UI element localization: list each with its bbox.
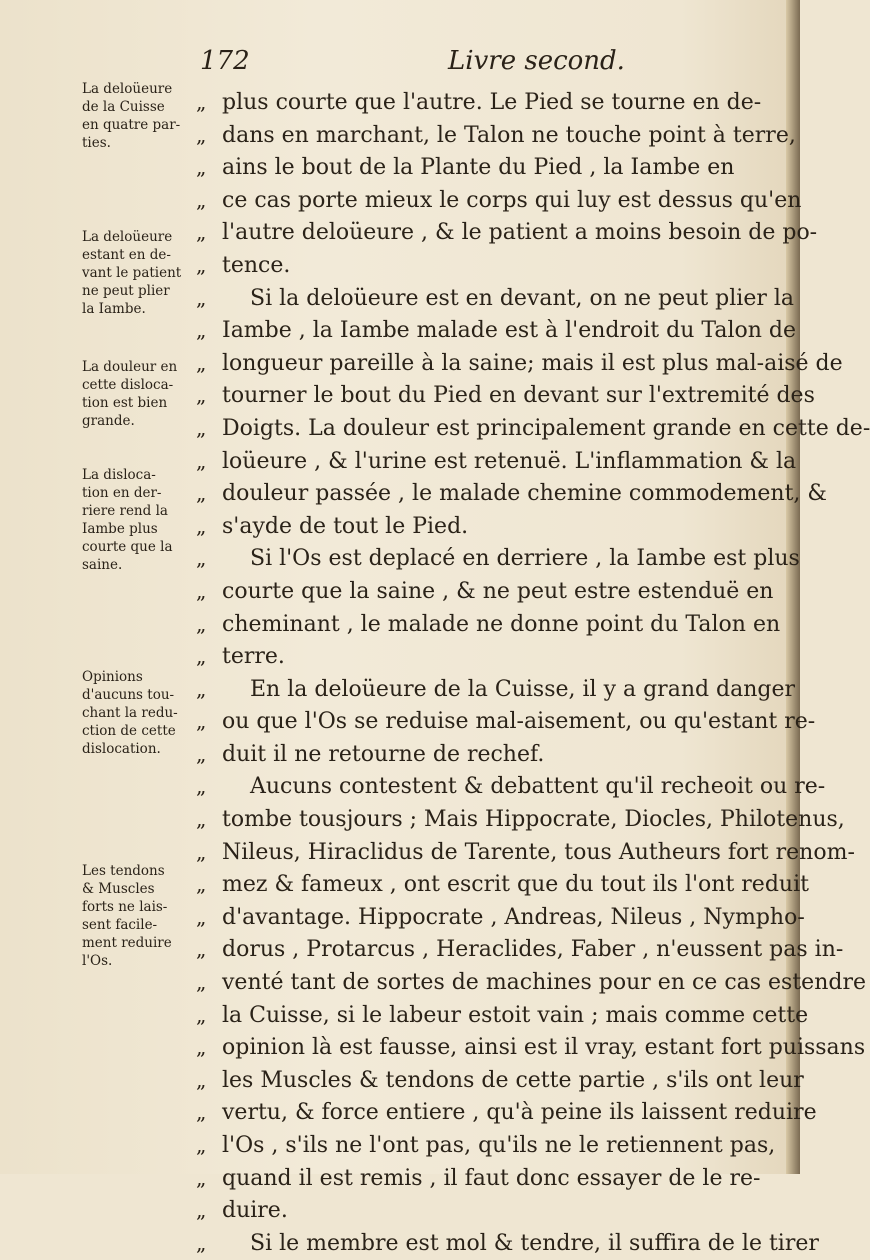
margin-note-line: estant en de- bbox=[82, 247, 171, 263]
line-text: Iambe , la Iambe malade est à l'endroit du Talon de bbox=[222, 318, 796, 344]
margin-note-line: de la Cuisse bbox=[82, 99, 165, 115]
line-text: opinion là est fausse, ainsi est il vray, estant fort puissans bbox=[222, 1035, 866, 1061]
margin-note-line: ties. bbox=[82, 135, 111, 151]
quotation-mark: „ bbox=[196, 252, 207, 277]
margin-note-line: La deloüeure bbox=[82, 81, 173, 97]
line-text: douleur passée , le malade chemine commodement, & bbox=[222, 481, 827, 507]
margin-note-line: saine. bbox=[82, 557, 123, 573]
text-line bbox=[196, 1031, 866, 1064]
margin-note-line: grande. bbox=[82, 413, 135, 429]
line-text: la Cuisse, si le labeur estoit vain ; mais comme cette bbox=[222, 1002, 809, 1028]
text-line bbox=[196, 151, 776, 184]
quotation-mark: „ bbox=[196, 1198, 207, 1223]
text-line bbox=[196, 510, 776, 543]
margin-note-opinions bbox=[82, 668, 186, 758]
line-text: longueur pareille à la saine; mais il est plus mal-aisé de bbox=[222, 350, 843, 376]
margin-note-line: Opinions bbox=[82, 669, 143, 685]
margin-note-line: forts ne lais- bbox=[82, 899, 168, 915]
margin-note-line: tion en der- bbox=[82, 485, 162, 501]
quotation-mark: „ bbox=[196, 383, 207, 408]
margin-note-line: en quatre par- bbox=[82, 117, 181, 133]
margin-note-line: & Muscles bbox=[82, 881, 155, 897]
line-text: ains le bout de la Plante du Pied , la Iambe en bbox=[222, 155, 735, 181]
text-line bbox=[196, 86, 776, 119]
margin-note-line: Les tendons bbox=[82, 863, 165, 879]
margin-notes bbox=[0, 0, 180, 1174]
line-text: terre. bbox=[222, 644, 285, 670]
margin-note-line: la Iambe. bbox=[82, 301, 146, 317]
margin-note-line: sent facile- bbox=[82, 917, 158, 933]
quotation-mark: „ bbox=[196, 741, 207, 766]
line-text: l'Os , s'ils ne l'ont pas, qu'ils ne le retiennent pas, bbox=[222, 1133, 776, 1158]
quotation-mark: „ bbox=[196, 318, 207, 343]
text-line bbox=[196, 673, 796, 706]
line-text: Si le membre est mol & tendre, il suffira de le tirer bbox=[250, 1230, 819, 1256]
line-text: Si l'Os est deplacé en derriere , la Iambe est plus bbox=[250, 546, 800, 572]
text-line bbox=[196, 1194, 776, 1227]
text-line bbox=[196, 282, 795, 315]
margin-note-line: ction de cette bbox=[82, 723, 176, 739]
text-line bbox=[196, 966, 866, 999]
text-line bbox=[196, 901, 805, 934]
line-text: venté tant de sortes de machines pour en ce cas estendre bbox=[222, 970, 866, 996]
quotation-mark: „ bbox=[196, 709, 207, 734]
text-line bbox=[196, 184, 802, 217]
margin-note-line: ment reduire bbox=[82, 935, 172, 951]
text-line bbox=[196, 347, 843, 380]
text-line bbox=[196, 1129, 776, 1162]
text-line bbox=[196, 1064, 804, 1097]
quotation-mark: „ bbox=[196, 644, 207, 669]
text-line bbox=[196, 477, 827, 510]
margin-note-line: tion est bien bbox=[82, 395, 168, 411]
text-line bbox=[196, 705, 816, 738]
line-text: l'autre deloüeure , & le patient a moins besoin de po- bbox=[222, 220, 818, 246]
margin-note-backward-dislocation bbox=[82, 466, 186, 574]
text-line bbox=[196, 314, 796, 347]
text-line bbox=[196, 933, 844, 966]
line-text: En la deloüeure de la Cuisse, il y a grand danger bbox=[250, 676, 796, 702]
quotation-mark: „ bbox=[196, 611, 207, 636]
quotation-mark: „ bbox=[196, 546, 207, 571]
quotation-mark: „ bbox=[196, 1035, 207, 1060]
quotation-mark: „ bbox=[196, 1230, 207, 1255]
line-text: ce cas porte mieux le corps qui luy est dessus qu'en bbox=[222, 187, 802, 213]
line-text: tombe tousjours ; Mais Hippocrate, Diocles, Philotenus, bbox=[222, 807, 845, 833]
quotation-mark: „ bbox=[196, 187, 207, 212]
line-text: vertu, & force entiere , qu'à peine ils laissent reduire bbox=[222, 1100, 817, 1126]
margin-note-line: riere rend la bbox=[82, 503, 168, 519]
quotation-mark: „ bbox=[196, 1133, 207, 1157]
margin-note-pain bbox=[82, 358, 186, 430]
margin-note-line: La douleur en bbox=[82, 359, 178, 375]
margin-note-line: Iambe plus bbox=[82, 521, 158, 537]
text-line bbox=[196, 770, 826, 803]
margin-note-line: l'Os. bbox=[82, 953, 113, 969]
line-text: s'ayde de tout le Pied. bbox=[222, 513, 469, 539]
quotation-mark: „ bbox=[196, 1100, 207, 1125]
margin-note-forward-dislocation bbox=[82, 228, 186, 318]
margin-note-line: La disloca- bbox=[82, 467, 156, 483]
text-line bbox=[196, 1227, 819, 1260]
line-text: loüeure , & l'urine est retenuë. L'inflammation & la bbox=[222, 448, 797, 474]
quotation-mark: „ bbox=[196, 970, 207, 995]
margin-note-tendons bbox=[82, 862, 186, 970]
quotation-mark: „ bbox=[196, 937, 207, 962]
margin-note-division bbox=[82, 80, 186, 152]
quotation-mark: „ bbox=[196, 807, 207, 832]
margin-note-line: cette disloca- bbox=[82, 377, 174, 393]
page-header bbox=[200, 46, 780, 82]
line-text: quand il est remis , il faut donc essayer de le re- bbox=[222, 1165, 761, 1191]
margin-note-line: dislocation. bbox=[82, 741, 161, 757]
margin-note-line: d'aucuns tou- bbox=[82, 687, 175, 703]
quotation-mark: „ bbox=[196, 350, 207, 375]
text-line bbox=[196, 640, 776, 673]
text-line bbox=[196, 445, 797, 478]
line-text: duit il ne retourne de rechef. bbox=[222, 741, 545, 767]
line-text: dorus , Protarcus , Heraclides, Faber , n'eussent pas in- bbox=[222, 937, 844, 963]
quotation-mark: „ bbox=[196, 513, 207, 538]
line-text: Si la deloüeure est en devant, on ne peut plier la bbox=[250, 285, 795, 311]
text-line bbox=[196, 575, 776, 608]
text-line bbox=[196, 542, 800, 575]
text-line bbox=[196, 216, 818, 249]
line-text: tourner le bout du Pied en devant sur l'extremité des bbox=[222, 383, 815, 409]
margin-note-line: La deloüeure bbox=[82, 229, 173, 245]
page-number: 172 bbox=[200, 46, 250, 76]
line-text: duire. bbox=[222, 1198, 288, 1224]
quotation-mark: „ bbox=[196, 839, 207, 864]
line-text: cheminant , le malade ne donne point du Talon en bbox=[222, 611, 781, 637]
quotation-mark: „ bbox=[196, 448, 207, 473]
text-line bbox=[196, 738, 776, 771]
line-text: les Muscles & tendons de cette partie , s'ils ont leur bbox=[222, 1067, 804, 1093]
quotation-mark: „ bbox=[196, 220, 207, 245]
quotation-mark: „ bbox=[196, 578, 207, 603]
line-text: ou que l'Os se reduise mal-aisement, ou qu'estant re- bbox=[222, 709, 816, 735]
quotation-mark: „ bbox=[196, 904, 207, 929]
text-line bbox=[196, 119, 796, 152]
line-text: dans en marchant, le Talon ne touche point à terre, bbox=[222, 122, 796, 148]
line-text: plus courte que l'autre. Le Pied se tourne en de- bbox=[222, 90, 762, 115]
quotation-mark: „ bbox=[196, 1165, 207, 1190]
line-text: Aucuns contestent & debattent qu'il recheoit ou re- bbox=[250, 774, 826, 800]
quotation-mark: „ bbox=[196, 90, 207, 114]
text-line bbox=[196, 608, 781, 641]
quotation-mark: „ bbox=[196, 481, 207, 506]
running-title: Livre second. bbox=[448, 46, 625, 76]
line-text: Doigts. La douleur est principalement grande en cette de- bbox=[222, 415, 870, 441]
margin-note-line: vant le patient bbox=[82, 265, 182, 281]
text-line bbox=[196, 412, 870, 445]
quotation-mark: „ bbox=[196, 155, 207, 180]
quotation-mark: „ bbox=[196, 415, 207, 440]
line-text: courte que la saine , & ne peut estre estenduë en bbox=[222, 578, 774, 604]
text-line bbox=[196, 868, 809, 901]
line-text: tence. bbox=[222, 252, 291, 278]
body-text bbox=[196, 86, 870, 1259]
quotation-mark: „ bbox=[196, 1002, 207, 1027]
text-line bbox=[196, 999, 809, 1032]
line-text: Nileus, Hiraclidus de Tarente, tous Autheurs fort renom- bbox=[222, 839, 855, 865]
margin-note-line: ne peut plier bbox=[82, 283, 170, 299]
quotation-mark: „ bbox=[196, 676, 207, 701]
quotation-mark: „ bbox=[196, 122, 207, 147]
line-text: mez & fameux , ont escrit que du tout ils l'ont reduit bbox=[222, 872, 809, 898]
text-line bbox=[196, 836, 855, 869]
text-line bbox=[196, 379, 815, 412]
quotation-mark: „ bbox=[196, 285, 207, 310]
text-line bbox=[196, 1096, 817, 1129]
quotation-mark: „ bbox=[196, 1067, 207, 1092]
quotation-mark: „ bbox=[196, 774, 207, 799]
margin-note-line: chant la redu- bbox=[82, 705, 178, 721]
quotation-mark: „ bbox=[196, 872, 207, 897]
margin-note-line: courte que la bbox=[82, 539, 173, 555]
text-line bbox=[196, 803, 845, 836]
line-text: d'avantage. Hippocrate , Andreas, Nileus , Nympho- bbox=[222, 904, 805, 930]
text-line bbox=[196, 249, 776, 282]
text-line bbox=[196, 1162, 776, 1195]
